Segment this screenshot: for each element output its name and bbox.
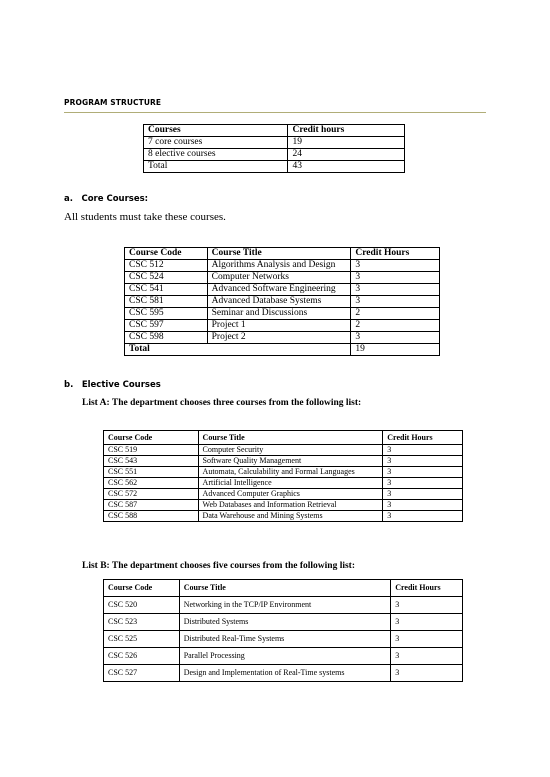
elective-list-b-table: [103, 579, 463, 682]
table-row: [144, 149, 405, 161]
header-course-title: Course Title: [179, 580, 391, 597]
cell-course-code: CSC 520: [104, 597, 180, 614]
cell-course-title: Advanced Software Engineering: [207, 284, 351, 296]
cell-credit-hours: 3: [383, 456, 463, 467]
table-row: [104, 456, 463, 467]
cell-credit-hours: 3: [391, 648, 463, 665]
table-header-row: [104, 580, 463, 597]
cell-course-code: CSC 562: [104, 478, 199, 489]
table-row: [104, 445, 463, 456]
table-row: [144, 161, 405, 173]
table-row: [104, 500, 463, 511]
cell-course-code: CSC 524: [125, 272, 208, 284]
table-header-row: [104, 431, 463, 445]
cell-courses: 8 elective courses: [144, 149, 288, 161]
cell-course-code: CSC 551: [104, 467, 199, 478]
table-row: [104, 478, 463, 489]
header-credit-hours: Credit Hours: [391, 580, 463, 597]
cell-course-code: CSC 523: [104, 614, 180, 631]
cell-course-code: CSC 525: [104, 631, 180, 648]
core-courses-heading: a. Core Courses:: [64, 194, 149, 204]
cell-credit-hours: 3: [351, 284, 440, 296]
cell-course-title: Advanced Database Systems: [207, 296, 351, 308]
cell-course-code: CSC 543: [104, 456, 199, 467]
table-row: [125, 320, 440, 332]
header-credit-hours: Credit Hours: [351, 248, 440, 260]
cell-course-title: Automata, Calculability and Formal Languages: [198, 467, 383, 478]
core-courses-intro: All students must take these courses.: [64, 211, 226, 223]
cell-course-title: Data Warehouse and Mining Systems: [198, 511, 383, 522]
cell-credit-hours: 3: [383, 478, 463, 489]
cell-course-title: Artificial Intelligence: [198, 478, 383, 489]
cell-credit-hours: 3: [391, 631, 463, 648]
cell-credit-hours: 3: [351, 272, 440, 284]
table-row: [125, 284, 440, 296]
cell-total-label: Total: [125, 344, 351, 356]
table-row: [104, 614, 463, 631]
cell-credit-hours: 3: [383, 445, 463, 456]
list-b-intro: List B: The department chooses five courses from the following list:: [82, 561, 356, 571]
table-header-row: [125, 248, 440, 260]
cell-course-code: CSC 595: [125, 308, 208, 320]
table-row: [144, 137, 405, 149]
cell-credit-hours: 3: [351, 296, 440, 308]
cell-credit-hours: 3: [351, 260, 440, 272]
cell-course-code: CSC 598: [125, 332, 208, 344]
cell-credit-hours: 3: [391, 665, 463, 682]
table-row: [104, 597, 463, 614]
cell-course-title: Design and Implementation of Real-Time systems: [179, 665, 391, 682]
cell-course-title: Project 2: [207, 332, 351, 344]
header-credit-hours: Credit Hours: [383, 431, 463, 445]
table-row: [125, 308, 440, 320]
header-credit-hours: Credit hours: [288, 125, 405, 137]
cell-course-code: CSC 541: [125, 284, 208, 296]
cell-course-title: Seminar and Discussions: [207, 308, 351, 320]
table-row: [125, 296, 440, 308]
cell-credit-hours: 2: [351, 308, 440, 320]
cell-course-code: CSC 519: [104, 445, 199, 456]
header-course-title: Course Title: [207, 248, 351, 260]
elective-courses-heading: b. Elective Courses: [64, 380, 161, 390]
cell-courses: Total: [144, 161, 288, 173]
cell-credit-hours: 3: [351, 332, 440, 344]
program-structure-table: [143, 124, 405, 173]
table-row: [104, 648, 463, 665]
cell-credit-hours: 19: [288, 137, 405, 149]
header-courses: Courses: [144, 125, 288, 137]
section-title: PROGRAM STRUCTURE: [64, 98, 162, 107]
header-course-code: Course Code: [104, 431, 199, 445]
table-header-row: [144, 125, 405, 137]
table-row: [104, 467, 463, 478]
table-row: [104, 511, 463, 522]
cell-credit-hours: 3: [391, 614, 463, 631]
cell-course-title: Advanced Computer Graphics: [198, 489, 383, 500]
table-row: [125, 260, 440, 272]
cell-credit-hours: 3: [383, 500, 463, 511]
cell-course-code: CSC 588: [104, 511, 199, 522]
section-divider: [64, 112, 486, 113]
cell-course-title: Software Quality Management: [198, 456, 383, 467]
cell-course-code: CSC 526: [104, 648, 180, 665]
cell-course-code: CSC 581: [125, 296, 208, 308]
cell-course-title: Networking in the TCP/IP Environment: [179, 597, 391, 614]
core-courses-table: [124, 247, 440, 356]
table-row: [104, 631, 463, 648]
cell-course-code: CSC 587: [104, 500, 199, 511]
table-total-row: [125, 344, 440, 356]
cell-course-code: CSC 512: [125, 260, 208, 272]
table-row: [125, 332, 440, 344]
elective-list-a-table: [103, 430, 463, 522]
cell-course-title: Computer Networks: [207, 272, 351, 284]
header-course-code: Course Code: [125, 248, 208, 260]
header-course-code: Course Code: [104, 580, 180, 597]
cell-course-title: Algorithms Analysis and Design: [207, 260, 351, 272]
cell-course-code: CSC 572: [104, 489, 199, 500]
cell-credit-hours: 3: [391, 597, 463, 614]
cell-credit-hours: 3: [383, 467, 463, 478]
cell-course-code: CSC 527: [104, 665, 180, 682]
cell-credit-hours: 2: [351, 320, 440, 332]
header-course-title: Course Title: [198, 431, 383, 445]
cell-total-value: 19: [351, 344, 440, 356]
cell-credit-hours: 3: [383, 511, 463, 522]
cell-courses: 7 core courses: [144, 137, 288, 149]
cell-course-title: Computer Security: [198, 445, 383, 456]
table-row: [104, 665, 463, 682]
table-row: [125, 272, 440, 284]
cell-credit-hours: 3: [383, 489, 463, 500]
cell-course-title: Project 1: [207, 320, 351, 332]
cell-credit-hours: 24: [288, 149, 405, 161]
cell-course-title: Web Databases and Information Retrieval: [198, 500, 383, 511]
cell-credit-hours: 43: [288, 161, 405, 173]
cell-course-code: CSC 597: [125, 320, 208, 332]
cell-course-title: Distributed Systems: [179, 614, 391, 631]
list-a-intro: List A: The department chooses three courses from the following list:: [82, 398, 362, 408]
table-row: [104, 489, 463, 500]
cell-course-title: Parallel Processing: [179, 648, 391, 665]
cell-course-title: Distributed Real-Time Systems: [179, 631, 391, 648]
